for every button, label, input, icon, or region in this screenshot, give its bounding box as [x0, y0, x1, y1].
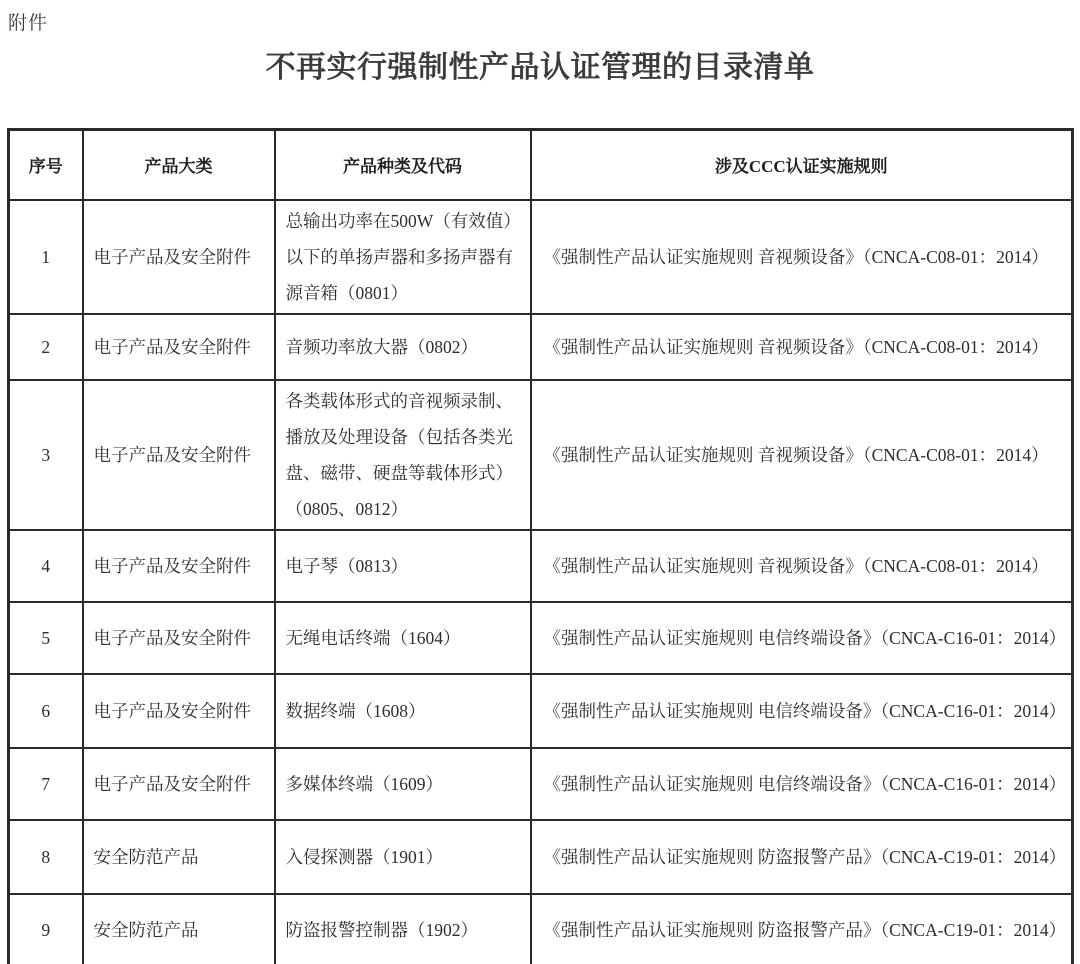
table-row — [9, 820, 1073, 894]
cell-category: 电子产品及安全附件 — [83, 674, 275, 748]
table-body — [9, 200, 1073, 964]
cell-rule: 《强制性产品认证实施规则 音视频设备》（CNCA-C08-01：2014） — [531, 530, 1073, 602]
cell-product: 防盗报警控制器（1902） — [275, 894, 531, 964]
cell-no: 9 — [9, 894, 83, 964]
attachment-label: 附件 — [8, 13, 49, 34]
header-cell-serial: 序号 — [9, 130, 83, 200]
cell-no: 7 — [9, 748, 83, 820]
table-header-row — [9, 130, 1073, 200]
cell-no: 1 — [9, 200, 83, 314]
table-row — [9, 602, 1073, 674]
table-row — [9, 314, 1073, 380]
table-row — [9, 894, 1073, 964]
catalog-table — [7, 128, 1074, 964]
cell-product: 音频功率放大器（0802） — [275, 314, 531, 380]
cell-category: 安全防范产品 — [83, 820, 275, 894]
cell-category: 安全防范产品 — [83, 894, 275, 964]
header-cell-category: 产品大类 — [83, 130, 275, 200]
header-cell-ccc-rule: 涉及CCC认证实施规则 — [531, 130, 1073, 200]
page-title: 不再实行强制性产品认证管理的目录清单 — [265, 51, 815, 84]
header-cell-product-code: 产品种类及代码 — [275, 130, 531, 200]
cell-no: 4 — [9, 530, 83, 602]
cell-rule: 《强制性产品认证实施规则 防盗报警产品》（CNCA-C19-01：2014） — [531, 894, 1073, 964]
cell-no: 5 — [9, 602, 83, 674]
cell-product: 无绳电话终端（1604） — [275, 602, 531, 674]
table-row — [9, 380, 1073, 530]
cell-product: 各类载体形式的音视频录制、播放及处理设备（包括各类光盘、磁带、硬盘等载体形式）（0805、0812） — [275, 380, 531, 530]
table-row — [9, 748, 1073, 820]
cell-rule: 《强制性产品认证实施规则 电信终端设备》（CNCA-C16-01：2014） — [531, 674, 1073, 748]
cell-product: 入侵探测器（1901） — [275, 820, 531, 894]
cell-rule: 《强制性产品认证实施规则 防盗报警产品》（CNCA-C19-01：2014） — [531, 820, 1073, 894]
cell-no: 6 — [9, 674, 83, 748]
table-row — [9, 200, 1073, 314]
cell-category: 电子产品及安全附件 — [83, 380, 275, 530]
cell-rule: 《强制性产品认证实施规则 音视频设备》（CNCA-C08-01：2014） — [531, 314, 1073, 380]
table-row — [9, 674, 1073, 748]
cell-no: 8 — [9, 820, 83, 894]
cell-category: 电子产品及安全附件 — [83, 748, 275, 820]
cell-no: 3 — [9, 380, 83, 530]
table-row — [9, 530, 1073, 602]
cell-no: 2 — [9, 314, 83, 380]
cell-rule: 《强制性产品认证实施规则 音视频设备》（CNCA-C08-01：2014） — [531, 200, 1073, 314]
cell-rule: 《强制性产品认证实施规则 电信终端设备》（CNCA-C16-01：2014） — [531, 748, 1073, 820]
cell-category: 电子产品及安全附件 — [83, 530, 275, 602]
cell-category: 电子产品及安全附件 — [83, 200, 275, 314]
cell-rule: 《强制性产品认证实施规则 音视频设备》（CNCA-C08-01：2014） — [531, 380, 1073, 530]
cell-category: 电子产品及安全附件 — [83, 314, 275, 380]
cell-rule: 《强制性产品认证实施规则 电信终端设备》（CNCA-C16-01：2014） — [531, 602, 1073, 674]
cell-category: 电子产品及安全附件 — [83, 602, 275, 674]
cell-product: 数据终端（1608） — [275, 674, 531, 748]
cell-product: 总输出功率在500W（有效值）以下的单扬声器和多扬声器有源音箱（0801） — [275, 200, 531, 314]
cell-product: 电子琴（0813） — [275, 530, 531, 602]
cell-product: 多媒体终端（1609） — [275, 748, 531, 820]
